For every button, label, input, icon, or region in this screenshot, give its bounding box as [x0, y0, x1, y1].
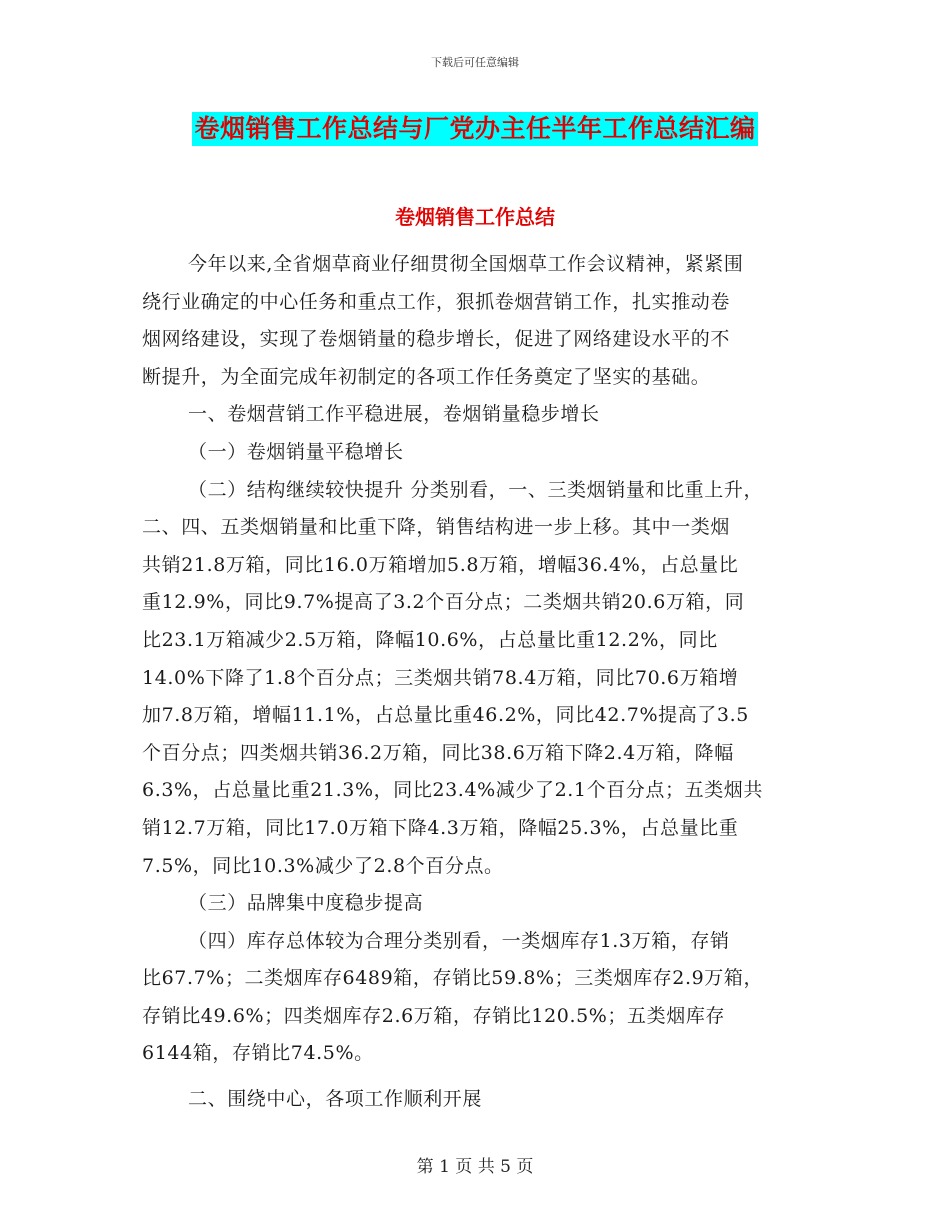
paragraph-line: 14.0%下降了1.8个百分点；三类烟共销78.4万箱，同比70.6万箱增 — [142, 666, 739, 689]
page-number: 第 1 页 共 5 页 — [416, 1157, 534, 1177]
paragraph-line: 断提升，为全面完成年初制定的各项工作任务奠定了坚实的基础。 — [142, 365, 711, 388]
subheading-line: （一）卷烟销量平稳增长 — [188, 440, 404, 463]
section-title: 卷烟销售工作总结 — [395, 205, 555, 229]
paragraph-line: 7.5%，同比10.3%减少了2.8个百分点。 — [142, 854, 504, 877]
paragraph-gap — [142, 1073, 814, 1081]
paragraph-line: 销12.7万箱，同比17.0万箱下降4.3万箱，降幅25.3%，占总量比重 — [142, 816, 739, 839]
subheading-line: （三）品牌集中度稳步提高 — [188, 892, 424, 915]
document-body — [142, 246, 814, 1119]
document-title-container — [0, 112, 950, 146]
paragraph-line: 共销21.8万箱，同比16.0万箱增加5.8万箱，增幅36.4%，占总量比 — [142, 553, 739, 576]
paragraph-line: 个百分点；四类烟共销36.2万箱，同比38.6万箱下降2.4万箱，降幅 — [142, 741, 734, 764]
paragraph-line: （二）结构继续较快提升 分类别看，一、三类烟销量和比重上升， — [188, 478, 764, 501]
paragraph-line: 比23.1万箱减少2.5万箱，降幅10.6%，占总量比重12.2%，同比 — [142, 628, 718, 651]
paragraph-line: 加7.8万箱，增幅11.1%，占总量比重46.2%，同比42.7%提高了3.5 — [142, 704, 749, 727]
paragraph-line: 绕行业确定的中心任务和重点工作，狠抓卷烟营销工作，扎实推动卷 — [142, 290, 731, 313]
paragraph-line: 比67.7%；二类烟库存6489箱，存销比59.8%；三类烟库存2.9万箱， — [142, 967, 764, 990]
page-header-note: 下载后可任意编辑 — [431, 56, 519, 69]
paragraph-line: 6.3%，占总量比重21.3%，同比23.4%减少了2.1个百分点；五类烟共 — [142, 779, 764, 802]
paragraph-line: （四）库存总体较为合理分类别看，一类烟库存1.3万箱，存销 — [188, 929, 730, 952]
paragraph-line: 烟网络建设，实现了卷烟销量的稳步增长，促进了网络建设水平的不 — [142, 328, 731, 351]
paragraph-line: 二、四、五类烟销量和比重下降，销售结构进一步上移。其中一类烟 — [142, 516, 731, 539]
heading-line: 一、卷烟营销工作平稳进展，卷烟销量稳步增长 — [188, 403, 600, 426]
document-title: 卷烟销售工作总结与厂党办主任半年工作总结汇编 — [192, 112, 757, 146]
paragraph-line: 存销比49.6%；四类烟库存2.6万箱，存销比120.5%；五类烟库存 — [142, 1004, 726, 1027]
heading-line: 二、围绕中心，各项工作顺利开展 — [188, 1088, 483, 1111]
paragraph-line: 重12.9%，同比9.7%提高了3.2个百分点；二类烟共销20.6万箱，同 — [142, 591, 745, 614]
paragraph-line: 今年以来,全省烟草商业仔细贯彻全国烟草工作会议精神，紧紧围 — [188, 253, 744, 275]
paragraph-line: 6144箱，存销比74.5%。 — [142, 1042, 374, 1065]
